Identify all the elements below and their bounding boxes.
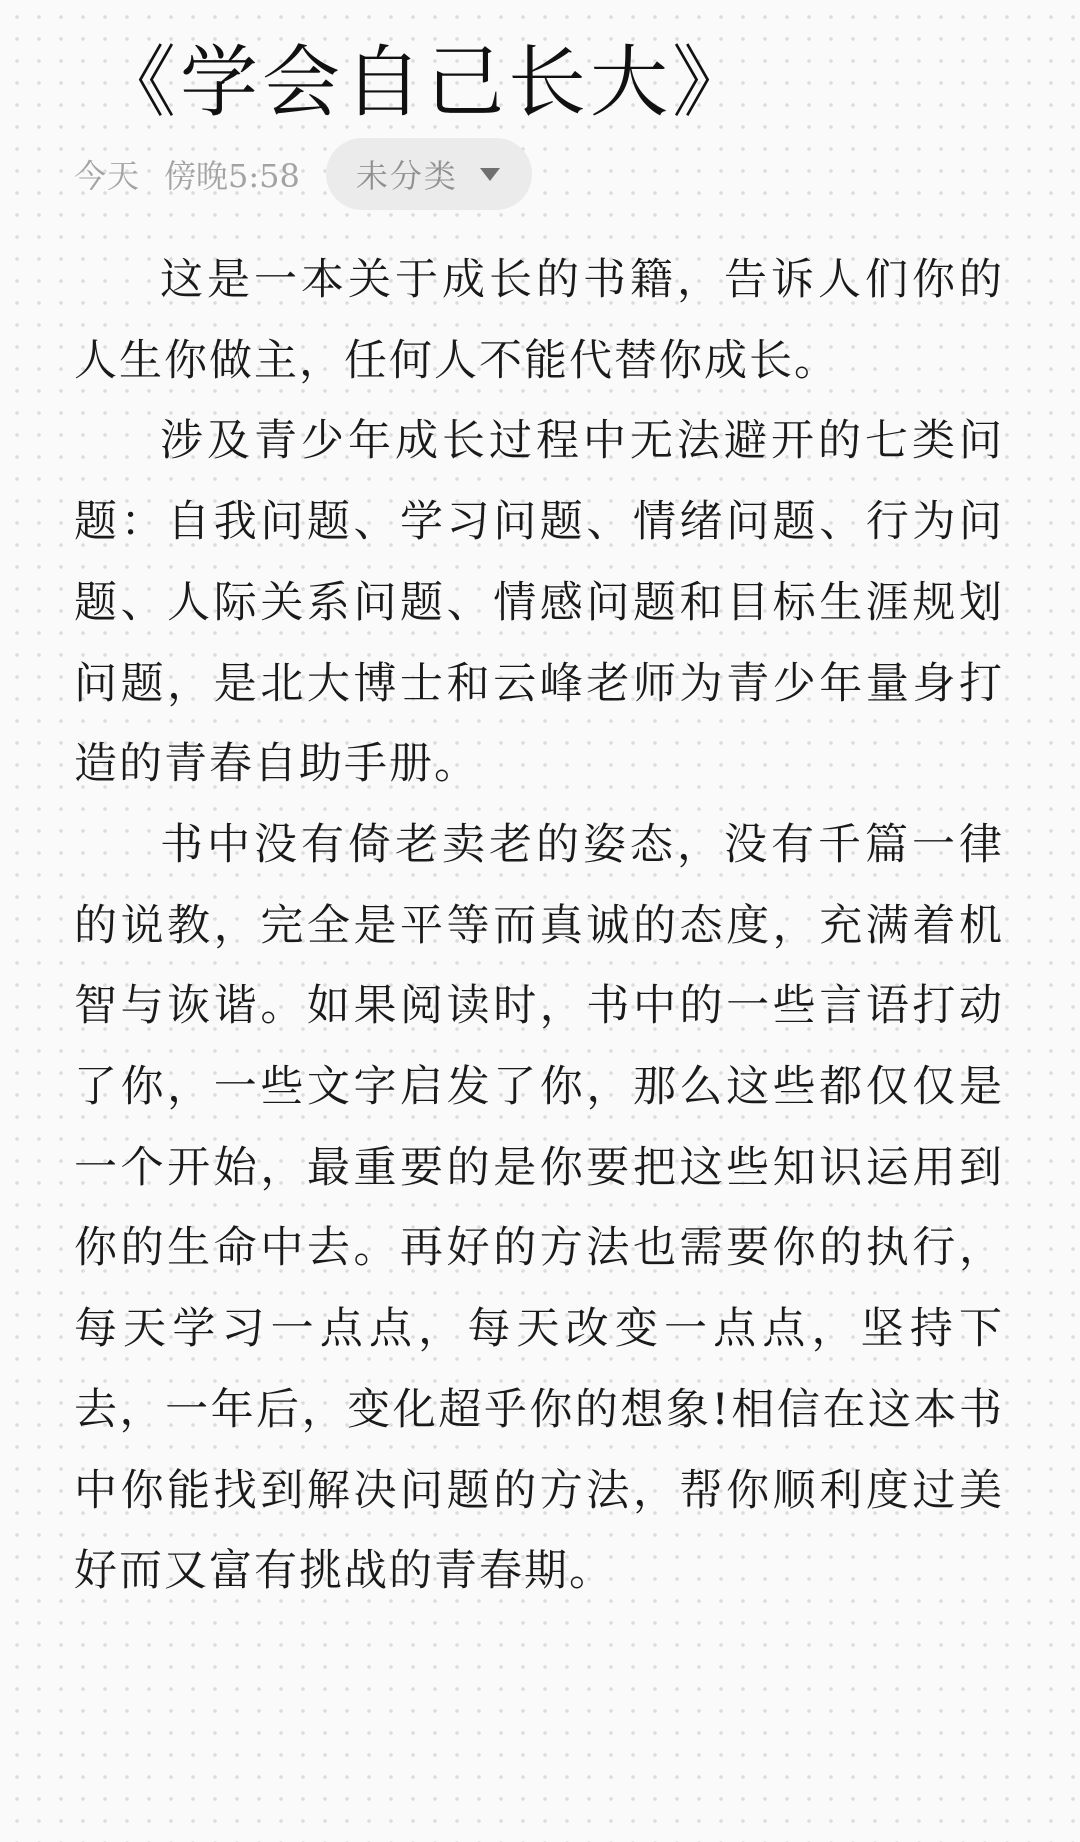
note-date: 今天 bbox=[74, 157, 141, 195]
note-time: 傍晚5:58 bbox=[164, 157, 300, 195]
category-dropdown[interactable] bbox=[326, 138, 532, 210]
category-label: 未分类 bbox=[355, 157, 458, 195]
note-paragraph: 涉及青少年成长过程中无法避开的七类问题：自我问题、学习问题、情绪问题、行为问题、人际关系问题、情感问题和目标生涯规划问题，是北大博士和云峰老师为青少年量身打造的青春自助手册。 bbox=[74, 416, 1004, 790]
note-paragraph: 这是一本关于成长的书籍，告诉人们你的人生你做主，任何人不能代替你成长。 bbox=[74, 255, 1004, 386]
note-body[interactable] bbox=[74, 240, 1004, 1612]
chevron-down-icon bbox=[480, 168, 500, 181]
note-meta bbox=[74, 138, 532, 210]
note-paragraph: 书中没有倚老卖老的姿态，没有千篇一律的说教，完全是平等而真诚的态度，充满着机智与诙谐。如果阅读时，书中的一些言语打动了你，一些文字启发了你，那么这些都仅仅是一个开始，最重要的是你要把这些知识运用到你的生命中去。再好的方法也需要你的执行，每天学习一点点，每天改变一点点，坚持下去，一年后，变化超乎你的想象!相信在这本书中你能找到解决问题的方法，帮你顺利度过美好而又富有挑战的青春期。 bbox=[74, 819, 1004, 1597]
note-title[interactable]: 《学会自己长大》 bbox=[98, 38, 755, 128]
